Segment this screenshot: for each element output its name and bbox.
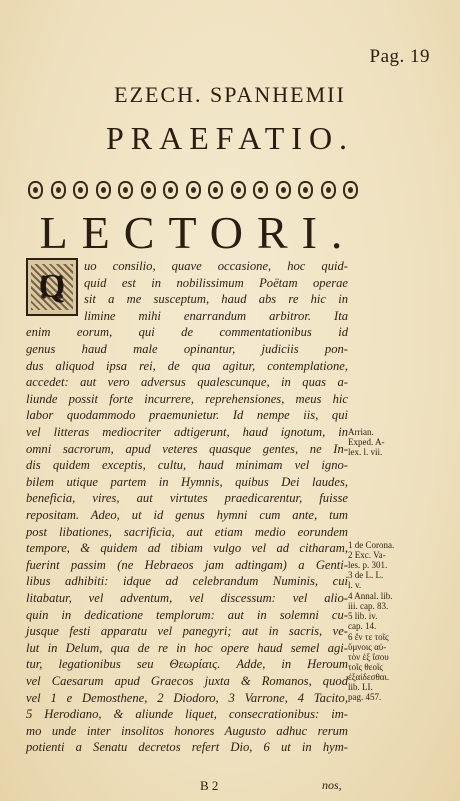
margin-note: les. p. 301. bbox=[348, 560, 388, 570]
margin-note: iii. cap. 83. bbox=[348, 601, 389, 611]
ornament-icon bbox=[276, 181, 291, 199]
margin-note: τοῖς θεοῖς bbox=[348, 662, 383, 672]
text-line: limine mihi enarrandum arbitror. Ita bbox=[84, 308, 348, 323]
margin-note: ἐξαίδεσθαι. bbox=[348, 672, 390, 682]
text-line: enim eorum, qui de commentationibus id bbox=[26, 325, 348, 340]
ornament-icon bbox=[73, 181, 88, 199]
margin-note: 5 lib. iv. bbox=[348, 611, 378, 621]
ornament-icon bbox=[253, 181, 268, 199]
ornament-icon bbox=[321, 181, 336, 199]
text-line: bilem utique partem in Hymnis, quibus Dei laudes, bbox=[26, 474, 348, 489]
text-line: tur, legationibus seu Θεωρίαις. Adde, in Heroum bbox=[26, 657, 348, 672]
margin-note: Exped. A- bbox=[348, 437, 385, 447]
section-title: PRAEFATIO. bbox=[105, 120, 355, 156]
text-line: accedet: aut vero adversus qualescunque, in quas a- bbox=[26, 375, 348, 390]
margin-note: 6 ἔν τε τοῖς bbox=[348, 632, 389, 642]
ornament-icon bbox=[96, 181, 111, 199]
text-line: quin in dedicatione templorum: aut in solemni cu- bbox=[26, 607, 348, 622]
ornament-icon bbox=[118, 181, 133, 199]
margin-note: cap. 14. bbox=[348, 621, 377, 631]
margin-note: 3 de L. L. bbox=[348, 570, 384, 580]
text-line: dis quidem exceptis, cultu, haud minimam vel igno- bbox=[26, 458, 348, 473]
text-line: jusque festi apparatu vel panegyri; aut in sacris, ve- bbox=[26, 624, 348, 639]
ornament-icon bbox=[163, 181, 178, 199]
text-line: libus adhibiti: idque ad celebrandum Numinis, cui bbox=[26, 574, 348, 589]
text-line: quid est in nobilissimum Poëtam operae bbox=[84, 275, 348, 290]
signature-mark: B 2 bbox=[200, 778, 219, 793]
margin-note: lex. l. vii. bbox=[348, 447, 383, 457]
text-line: fuerint passim (ne Hebraeos jam adtingam) a Genti- bbox=[26, 557, 348, 572]
ornament-icon bbox=[298, 181, 313, 199]
margin-note: 1 de Corona. bbox=[348, 540, 395, 550]
page-number: Pag. 19 bbox=[369, 46, 430, 67]
text-line: omni sacrorum, apud veteres quasque gentes, ne In- bbox=[26, 441, 348, 456]
text-line: mo unde inter insolitos honores Augusto adhuc rerum bbox=[26, 723, 348, 738]
text-line: vel litteras mediocriter adtigerunt, haud ignotum, in bbox=[26, 425, 348, 439]
text-line: sit a me susceptum, haud abs re hic in bbox=[84, 292, 348, 307]
margin-note: 2 Exc. Va- bbox=[348, 550, 386, 560]
ornament-icon bbox=[141, 181, 156, 199]
author-heading: EZECH. SPANHEMII bbox=[114, 82, 346, 107]
text-line: lut in Delum, qua de re in hoc opere haud semel agi- bbox=[26, 640, 348, 655]
ornament-icon bbox=[231, 181, 246, 199]
dedication-heading: LECTORI. bbox=[39, 207, 357, 258]
margin-note: 4 Annal. lib. bbox=[348, 591, 393, 601]
ornament-icon bbox=[208, 181, 223, 199]
catchword: nos, bbox=[322, 778, 342, 792]
text-line: 5 Herodiano, & aliunde liquet, consecrationibus: im- bbox=[26, 707, 348, 722]
text-line: post libationes, sacrificia, aut etiam medio eorundem bbox=[26, 524, 348, 539]
text-line: tempore, & quidem ad tibiam vulgo vel ad citharam, bbox=[26, 541, 348, 556]
text-line: beneficia, vires, aut virtutes praedicarentur, fuisse bbox=[26, 491, 348, 506]
margin-note: pag. 457. bbox=[348, 692, 382, 702]
ornament-icon bbox=[51, 181, 66, 199]
text-line: uo consilio, quave occasione, hoc quid- bbox=[84, 259, 348, 273]
margin-note: τὸν ἐξ ἴσου bbox=[348, 652, 389, 662]
margin-note: l. v. bbox=[348, 580, 362, 590]
ornament-band bbox=[28, 176, 358, 204]
ornament-icon bbox=[343, 181, 358, 199]
ornament-icon bbox=[28, 181, 43, 199]
text-line: vel Caesarum apud Graecos juxta & Romanos, quod bbox=[26, 674, 348, 688]
text-line: dus aliquod ipsa rei, de qua agitur, contemplatione, bbox=[26, 358, 348, 373]
initial-letter: Q bbox=[31, 264, 73, 310]
text-line: labor quodammodo praemunietur. Id nempe iis, qui bbox=[26, 408, 348, 423]
margin-note: Arrian. bbox=[348, 427, 374, 437]
margin-note: lib. LI. bbox=[348, 682, 373, 692]
text-line: vel 1 e Demosthene, 2 Diodoro, 3 Varrone, 4 Tacito, bbox=[26, 690, 348, 705]
text-line: genus haud male opinantur, judiciis pon- bbox=[26, 342, 348, 356]
text-line: litabatur, vel adventum, vel discessum: vel alio- bbox=[26, 591, 348, 605]
text-line: repositam. Adeo, ut id genus hymni cum ante, tum bbox=[26, 508, 348, 522]
text-line: potienti a Senatu decretos refert Dio, 6 ut in hym- bbox=[26, 740, 348, 755]
decorated-initial bbox=[26, 258, 78, 316]
text-line: liunde possit forte incurrere, reprehensiones, meus hic bbox=[26, 391, 348, 406]
ornament-icon bbox=[186, 181, 201, 199]
margin-note: ὕμνοις αὐ- bbox=[348, 642, 387, 652]
